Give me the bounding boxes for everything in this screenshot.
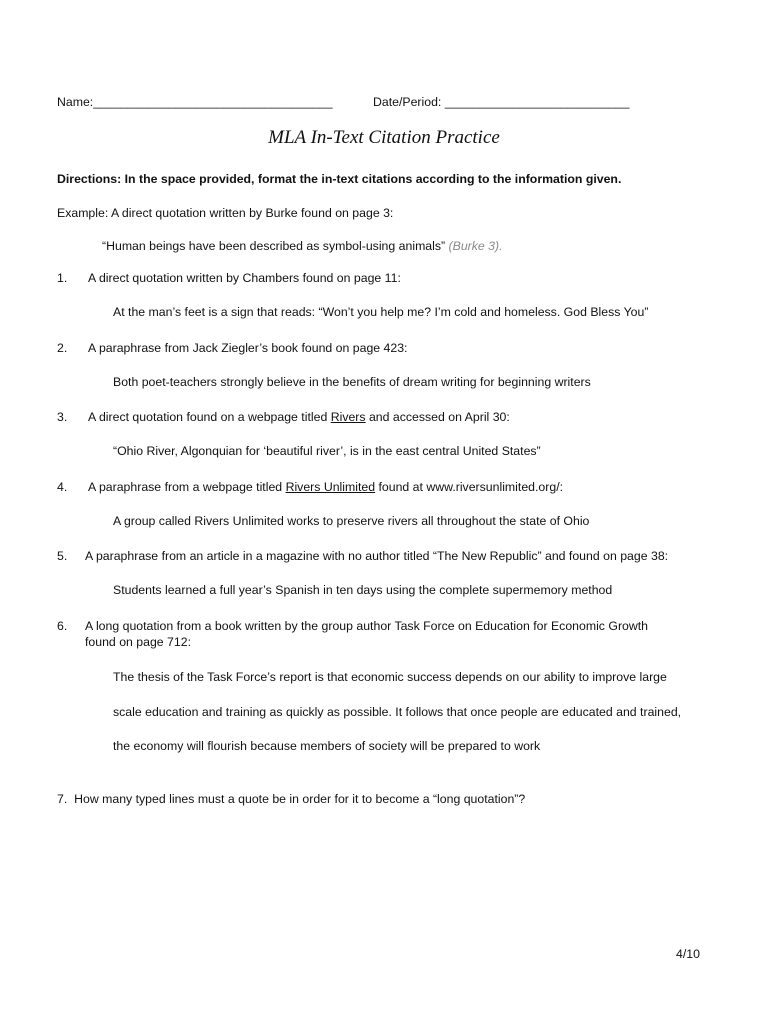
question-3-text: “Ohio River, Algonquian for ‘beautiful river’, is in the east central United States” [113, 444, 541, 458]
directions: Directions: In the space provided, format the in-text citations according to the information given. [57, 172, 622, 186]
page-title: MLA In-Text Citation Practice [268, 127, 500, 148]
name-field-label: Name:___________________________________ [57, 95, 333, 109]
question-7 [57, 791, 525, 807]
prompt-line-2: found on page 712: [85, 635, 191, 649]
question-prompt [88, 479, 563, 495]
question-number: 1. [57, 271, 68, 285]
question-1 [57, 270, 717, 286]
question-6-text-line-3: the economy will flourish because members of society will be prepared to work [113, 739, 541, 753]
question-4-text: A group called Rivers Unlimited works to preserve rivers all throughout the state of Ohio [113, 514, 590, 528]
example-prompt: Example: A direct quotation written by Burke found on page 3: [57, 206, 394, 220]
prompt-line-1: A long quotation from a book written by the group author Task Force on Education for Economic Growth [85, 619, 649, 633]
prompt-after: and accessed on April 30: [365, 410, 510, 424]
question-4 [57, 479, 717, 495]
question-5 [57, 548, 717, 564]
question-2 [57, 340, 717, 356]
question-prompt [85, 618, 715, 650]
question-number: 7. [57, 792, 68, 806]
question-number: 6. [57, 619, 68, 633]
question-prompt: A direct quotation written by Chambers found on page 11: [88, 271, 401, 285]
question-6-text-line-1: The thesis of the Task Force’s report is that economic success depends on our ability to improve large [113, 670, 667, 684]
question-6 [57, 618, 717, 650]
prompt-before: A paraphrase from a webpage titled [88, 480, 286, 494]
header-row [57, 94, 717, 110]
webpage-title: Rivers [330, 410, 366, 424]
example-citation: (Burke 3). [448, 239, 503, 253]
question-prompt: How many typed lines must a quote be in order for it to become a “long quotation”? [74, 792, 526, 806]
prompt-before: A direct quotation found on a webpage titled [88, 410, 331, 424]
example-quote [102, 238, 503, 254]
question-2-text: Both poet-teachers strongly believe in the benefits of dream writing for beginning writers [113, 375, 591, 389]
question-number: 5. [57, 549, 68, 563]
question-6-text-line-2: scale education and training as quickly as possible. It follows that once people are educated and trained, [113, 705, 682, 719]
question-number: 4. [57, 480, 68, 494]
question-number: 3. [57, 410, 68, 424]
question-number: 2. [57, 341, 68, 355]
question-prompt: A paraphrase from an article in a magazine with no author titled “The New Republic” and found on page 38: [85, 549, 669, 563]
question-3 [57, 409, 717, 425]
question-5-text: Students learned a full year’s Spanish in ten days using the complete supermemory method [113, 583, 613, 597]
webpage-title: Rivers Unlimited [285, 480, 376, 494]
question-prompt: A paraphrase from Jack Ziegler’s book found on page 423: [88, 341, 408, 355]
example-quote-text: “Human beings have been described as symbol-using animals” [102, 239, 449, 253]
prompt-after: found at www.riversunlimited.org/: [375, 480, 564, 494]
question-prompt [88, 409, 510, 425]
question-1-text: At the man’s feet is a sign that reads: “Won’t you help me? I’m cold and homeless. God Bless You” [113, 305, 649, 319]
page-number: 4/10 [676, 947, 700, 961]
date-period-field-label: Date/Period: ___________________________ [373, 95, 630, 109]
